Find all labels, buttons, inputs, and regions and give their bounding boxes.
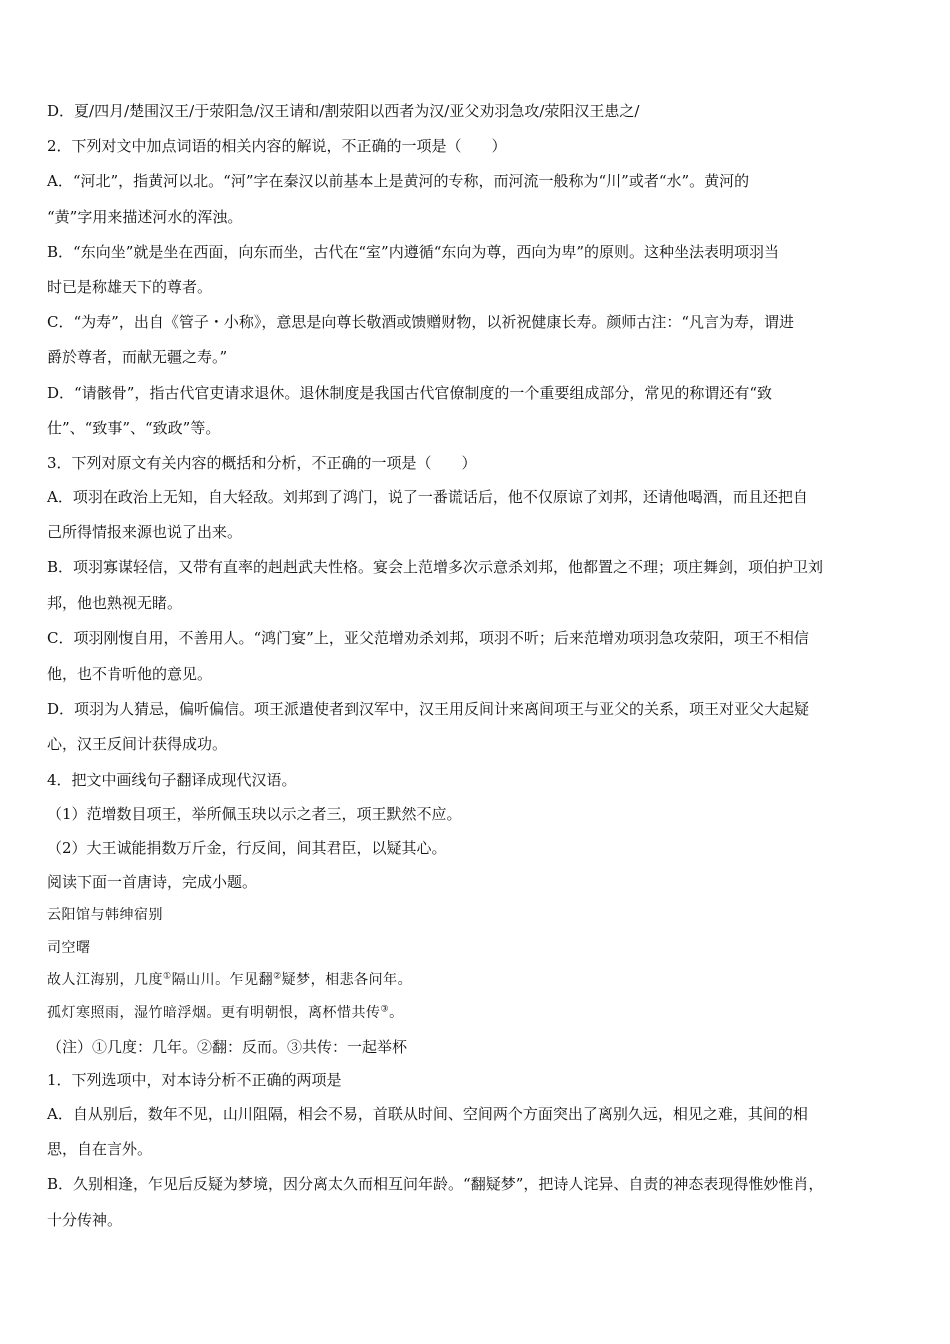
footnote-mark-2: ② — [273, 971, 282, 982]
poem-note: （注）①几度：几年。②翻：反而。③共传：一起举杯 — [47, 1038, 408, 1056]
q3-option-c-line2: 他，也不肯听他的意见。 — [47, 665, 213, 683]
q2-option-b-line1: B．“东向坐”就是坐在西面，向东而坐，古代在“室”内遵循“东向为尊，西向为卑”的原则。这种坐法表明项羽当 — [47, 243, 780, 261]
poem-line-1 — [47, 970, 412, 990]
footnote-mark-3: ③ — [380, 1004, 390, 1015]
q4-item-2: （2）大王诚能捐数万斤金，行反间，间其君臣，以疑其心。 — [47, 839, 447, 857]
footnote-mark-1: ① — [163, 971, 172, 982]
poem-line-1-part-c: 疑梦，相悲各问年。 — [281, 972, 413, 988]
q2-option-a-line1: A．“河北”，指黄河以北。“河”字在秦汉以前基本上是黄河的专称，而河流一般称为“川”或者“水”。黄河的 — [47, 172, 750, 190]
pq1-option-b-line1: B．久别相逢，乍见后反疑为梦境，因分离太久而相互问年龄。“翻疑梦”，把诗人诧异、自责的神态表现得惟妙惟肖， — [47, 1175, 824, 1193]
pq1-stem: 1．下列选项中，对本诗分析不正确的两项是 — [47, 1071, 342, 1089]
q2-option-b-line2: 时已是称雄天下的尊者。 — [47, 278, 213, 296]
q4-stem: 4．把文中画线句子翻译成现代汉语。 — [47, 771, 297, 789]
q3-option-d-line1: D．项羽为人猜忌，偏听偏信。项王派遣使者到汉军中，汉王用反间计来离间项王与亚父的关系，项王对亚父大起疑 — [47, 700, 810, 718]
poem-line-1-part-a: 故人江海别，几度 — [47, 972, 163, 988]
q4-item-1: （1）范增数目项王，举所佩玉玦以示之者三，项王默然不应。 — [47, 805, 462, 823]
q2-option-c-line2: 爵於尊者，而献无疆之寿。” — [47, 348, 228, 366]
poem-author: 司空曙 — [47, 940, 91, 956]
poem-title: 云阳馆与韩绅宿别 — [47, 907, 163, 923]
q3-option-a-line2: 己所得情报来源也说了出来。 — [47, 523, 243, 541]
q2-stem: 2．下列对文中加点词语的相关内容的解说，不正确的一项是（ ） — [47, 137, 507, 155]
pq1-option-b-line2: 十分传神。 — [47, 1211, 123, 1229]
q1-option-d: D．夏/四月/楚围汉王/于荥阳急/汉王请和/割荥阳以西者为汉/亚父劝羽急攻/荥阳汉王患之/ — [47, 102, 640, 120]
poem-line-2-part-a: 孤灯寒照雨，湿竹暗浮烟。更有明朝恨，离杯惜共传 — [47, 1005, 381, 1021]
q3-option-b-line1: B．项羽寡谋轻信，又带有直率的赳赳武夫性格。宴会上范增多次示意杀刘邦，他都置之不理；项庄舞剑，项伯护卫刘 — [47, 558, 824, 576]
pq1-option-a-line1: A．自从别后，数年不见，山川阻隔，相会不易，首联从时间、空间两个方面突出了离别久远，相见之难，其间的相 — [47, 1105, 808, 1123]
q3-option-c-line1: C．项羽刚愎自用，不善用人。“鸿门宴”上，亚父范增劝杀刘邦，项羽不听；后来范增劝项羽急攻荥阳，项王不相信 — [47, 629, 809, 647]
poem-intro: 阅读下面一首唐诗，完成小题。 — [47, 873, 258, 891]
q3-option-d-line2: 心，汉王反间计获得成功。 — [47, 735, 228, 753]
q3-option-a-line1: A．项羽在政治上无知，自大轻敌。刘邦到了鸿门，说了一番谎话后，他不仅原谅了刘邦，还请他喝酒，而且还把自 — [47, 488, 808, 506]
q2-option-d-line2: 仕”、“致事”、“致政”等。 — [47, 419, 221, 437]
poem-line-1-part-b: 隔山川。乍见翻 — [171, 972, 274, 988]
q3-option-b-line2: 邦，他也熟视无睹。 — [47, 594, 183, 612]
q2-option-a-line2: “黄”字用来描述河水的浑浊。 — [47, 208, 243, 226]
q2-option-c-line1: C．“为寿”，出自《管子・小称》，意思是向尊长敬酒或馈赠财物，以祈祝健康长寿。颜师古注：“凡言为寿，谓进 — [47, 313, 794, 331]
q3-stem: 3．下列对原文有关内容的概括和分析，不正确的一项是（ ） — [47, 454, 477, 472]
poem-line-2-part-b: 。 — [389, 1005, 404, 1021]
poem-line-2 — [47, 1003, 404, 1023]
pq1-option-a-line2: 思，自在言外。 — [47, 1140, 153, 1158]
q2-option-d-line1: D．“请骸骨”，指古代官吏请求退休。退休制度是我国古代官僚制度的一个重要组成部分，常见的称谓还有“致 — [47, 384, 773, 402]
